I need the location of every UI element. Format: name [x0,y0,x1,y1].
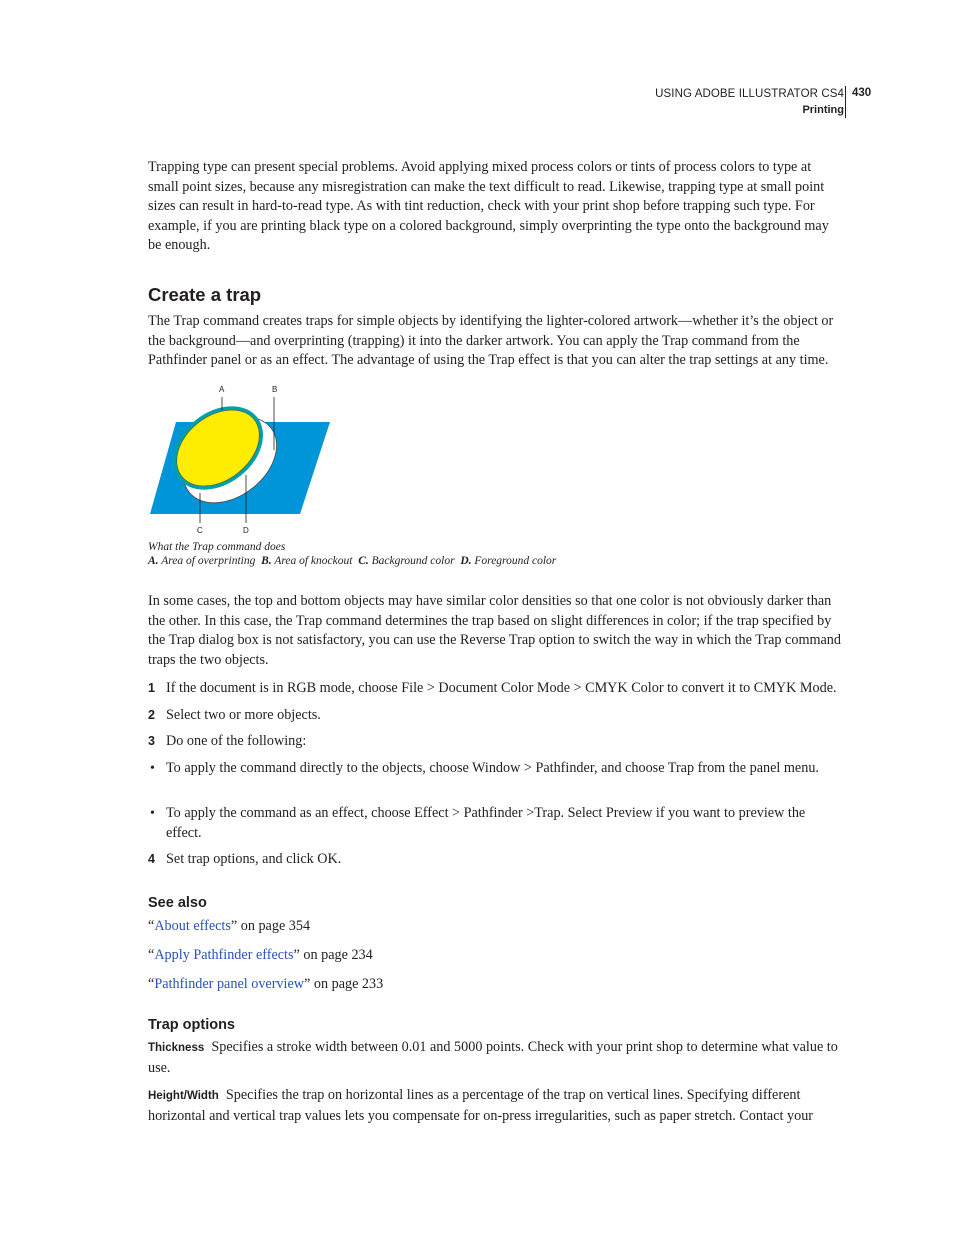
link-about-effects[interactable]: About effects [154,918,231,934]
thickness-option: Thickness Specifies a stroke width between 0.01 and 5000 points. Check with your print shop to determine what value to use. [148,1039,838,1076]
bullet-item: • To apply the command as an effect, choose Effect > Pathfinder >Trap. Select Preview if you want to preview the effect. [150,805,806,841]
running-header [544,86,844,118]
link-pathfinder-panel-overview[interactable]: Pathfinder panel overview [154,976,305,992]
thickness-term: Thickness [148,1042,205,1054]
create-trap-paragraph: The Trap command creates traps for simple objects by identifying the lighter-colored artwork—whether it’s the object or the background—and overprinting (trapping) it into the darker artwork. You can apply the Trap command from the Pathfinder panel or as an effect. The advantage of using the Trap effect is that you can alter the trap settings at any time. [148,313,834,368]
step-item: 3 Do one of the following: [148,733,307,749]
see-also-item: “Apply Pathfinder effects” on page 234 [148,947,373,963]
label-c: C [197,526,203,535]
step-item: 1 If the document is in RGB mode, choose File > Document Color Mode > CMYK Color to convert it to CMYK Mode. [148,680,837,696]
trap-options-heading: Trap options [148,1017,235,1033]
see-also-item: “Pathfinder panel overview” on page 233 [148,976,384,992]
label-b: B [272,385,278,394]
step-item: 2 Select two or more objects. [148,707,321,723]
see-also-heading: See also [148,895,207,911]
section-heading-create-trap: Create a trap [148,284,262,305]
header-section: Printing [802,104,844,116]
height-width-option: Height/Width Specifies the trap on horizontal lines as a percentage of the trap on vertical lines. Specifying different horizontal and vertical trap values lets you compensate for on-press irregularities, such as paper stretch. Contact your [148,1087,814,1124]
link-apply-pathfinder-effects[interactable]: Apply Pathfinder effects [154,947,294,963]
header-divider [845,86,846,118]
see-also-item: “About effects” on page 354 [148,918,311,934]
figure-legend: A. Area of overprinting B. Area of knockout C. Background color D. Foreground color [148,555,557,567]
header-title: USING ADOBE ILLUSTRATOR CS4 [655,88,844,100]
bullet-item: • To apply the command directly to the objects, choose Window > Pathfinder, and choose Trap from the panel menu. [150,760,819,776]
trap-figure [148,380,348,540]
step-item: 4 Set trap options, and click OK. [148,851,342,867]
height-width-term: Height/Width [148,1090,219,1102]
intro-paragraph: Trapping type can present special problems. Avoid applying mixed process colors or tints of process colors to type at small point sizes, because any misregistration can make the text difficult to read. Likewise, trapping type at small point sizes can result in hard-to-read type. As with tint reduction, check with your print shop before trapping such type. For example, if you are printing black type on a colored background, simply overprinting the type onto the background may be enough. [148,159,829,253]
reverse-trap-paragraph: In some cases, the top and bottom objects may have similar color densities so that one color is not obviously darker than the other. In this case, the Trap command determines the trap based on slight differences in color; if the trap specified by the Trap dialog box is not satisfactory, you can use the Reverse Trap option to switch the way in which the Trap command traps the two objects. [148,593,841,668]
label-a: A [219,385,225,394]
figure-caption-title: What the Trap command does [148,541,286,553]
label-d: D [243,526,249,535]
page-number: 430 [852,87,872,99]
